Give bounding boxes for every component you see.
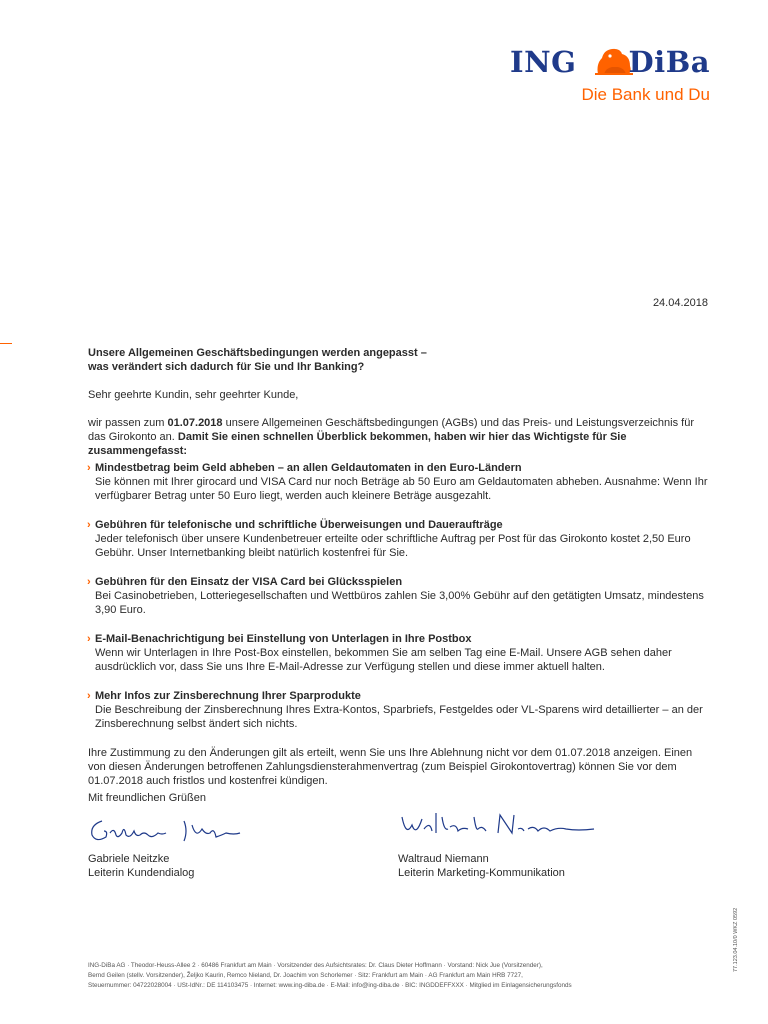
logo-tagline: Die Bank und Du bbox=[581, 85, 710, 104]
bullet-item bbox=[88, 461, 712, 503]
signature-1-image bbox=[88, 811, 248, 847]
letter-body bbox=[88, 346, 712, 810]
logo-word-ing: ING bbox=[510, 45, 577, 79]
bullet-body: Die Beschreibung der Zinsberechnung Ihres Extra-Kontos, Sparbriefs, Festgeldes oder VL-Sparens wird detaillierter – an der Zinsberechnung selbst ändert sich nichts. bbox=[95, 704, 703, 730]
signer-2-name: Waltraud Niemann bbox=[398, 853, 489, 865]
company-footer bbox=[88, 961, 708, 991]
ing-diba-logo bbox=[510, 44, 710, 106]
bullet-body: Jeder telefonisch über unsere Kundenbetreuer erteilte oder schriftliche Auftrag per Post für das Girokonto kostet 2,50 Euro Gebühr. Unser Internetbanking bleibt natürlich kostenfrei für Sie. bbox=[95, 533, 691, 559]
fold-mark bbox=[0, 343, 12, 344]
bullet-item bbox=[88, 575, 712, 617]
intro-date: 01.07.2018 bbox=[167, 417, 223, 429]
signer-2 bbox=[398, 852, 565, 880]
bullet-title: Gebühren für telefonische und schriftliche Überweisungen und Daueraufträge bbox=[95, 519, 503, 531]
signer-2-role: Leiterin Marketing-Kommunikation bbox=[398, 867, 565, 879]
footer-line-3: Steuernummer: 04722028004 · USt-IdNr.: DE 114103475 · Internet: www.ing-diba.de · E-Mail: info@ing-diba.de · BIC: INGDDEFFXXX · Mitglied im Einlagensicherungsfonds bbox=[88, 982, 572, 989]
bullet-arrow-icon: › bbox=[87, 690, 91, 702]
intro-paragraph bbox=[88, 416, 712, 458]
signer-1-role: Leiterin Kundendialog bbox=[88, 867, 195, 879]
footer-line-2: Bernd Geilen (stellv. Vorsitzender), Željko Kaurin, Remco Nieland, Dr. Joachim von Schorlemer · Sitz: Frankfurt am Main · AG Frankfurt am Main HRB 7727, bbox=[88, 972, 523, 979]
subject-line-1: Unsere Allgemeinen Geschäftsbedingungen werden angepasst – bbox=[88, 347, 427, 359]
bullet-title: Mindestbetrag beim Geld abheben – an allen Geldautomaten in den Euro-Ländern bbox=[95, 462, 522, 474]
letter-date: 24.04.2018 bbox=[652, 297, 708, 309]
intro-part-2: unsere Allgemeinen Geschäftsbedingungen (AGBs) und das Preis- und Leistungsverzeichnis für das Girokonto an. bbox=[88, 417, 694, 443]
closing-paragraph: Ihre Zustimmung zu den Änderungen gilt als erteilt, wenn Sie uns Ihre Ablehnung nicht vor dem 01.07.2018 anzeigen. Einen von diesen Änderungen betroffenen Zahlungsdiensterahmenvertrag (zum Beispiel Girokontovertrag) können Sie vor dem 01.07.2018 auch fristlos und kostenfrei kündigen. bbox=[88, 747, 693, 787]
letter-subject bbox=[88, 346, 712, 374]
bullet-body: Sie können mit Ihrer girocard und VISA Card nur noch Beträge ab 50 Euro am Geldautomaten abheben. Ausnahme: Wenn Ihr verfügbarer Betrag unter 50 Euro liegt, werden auch kleinere Beträge ausgezahlt. bbox=[95, 476, 708, 502]
bullet-item bbox=[88, 518, 712, 560]
bullet-body: Bei Casinobetrieben, Lotteriegesellschaften und Wettbüros zahlen Sie 3,00% Gebühr auf den getätigten Umsatz, mindestens 3,90 Euro. bbox=[95, 590, 704, 616]
bullet-body: Wenn wir Unterlagen in Ihre Post-Box einstellen, bekommen Sie am selben Tag eine E-Mail. Unsere AGB sehen daher ausdrücklich vor, dass Sie uns Ihre E-Mail-Adresse zur Verfügung stellen und diese immer aktuell halten. bbox=[95, 647, 672, 673]
bullet-item bbox=[88, 689, 712, 731]
salutation: Sehr geehrte Kundin, sehr geehrter Kunde, bbox=[88, 389, 299, 401]
bullet-arrow-icon: › bbox=[87, 633, 91, 645]
bullet-title: Mehr Infos zur Zinsberechnung Ihrer Sparprodukte bbox=[95, 690, 361, 702]
bullet-arrow-icon: › bbox=[87, 519, 91, 531]
bullet-item bbox=[88, 632, 712, 674]
signature-block bbox=[88, 785, 708, 885]
bullet-arrow-icon: › bbox=[87, 462, 91, 474]
bullet-title: Gebühren für den Einsatz der VISA Card bei Glücksspielen bbox=[95, 576, 403, 588]
signer-1 bbox=[88, 852, 194, 880]
intro-bold-tail: Damit Sie einen schnellen Überblick bekommen, haben wir hier das Wichtigste für Sie zusammengefasst: bbox=[88, 431, 627, 457]
greeting: Mit freundlichen Grüßen bbox=[88, 792, 206, 804]
footer-line-1: ING-DiBa AG · Theodor-Heuss-Allee 2 · 60486 Frankfurt am Main · Vorsitzender des Aufsichtsrates: Dr. Claus Dieter Hoffmann · Vorstand: Nick Jue (Vorsitzender), bbox=[88, 962, 543, 969]
bullet-title: E-Mail-Benachrichtigung bei Einstellung von Unterlagen in Ihre Postbox bbox=[95, 633, 472, 645]
signer-1-name: Gabriele Neitzke bbox=[88, 853, 170, 865]
logo-word-diba: DiBa bbox=[628, 45, 710, 79]
signature-2-image bbox=[398, 807, 598, 843]
intro-part-1: wir passen zum bbox=[88, 417, 168, 429]
bullet-arrow-icon: › bbox=[87, 576, 91, 588]
document-code: 77.123.04.10/0 WKZ 0592 bbox=[733, 907, 739, 972]
subject-line-2: was verändert sich dadurch für Sie und Ihr Banking? bbox=[88, 361, 365, 373]
